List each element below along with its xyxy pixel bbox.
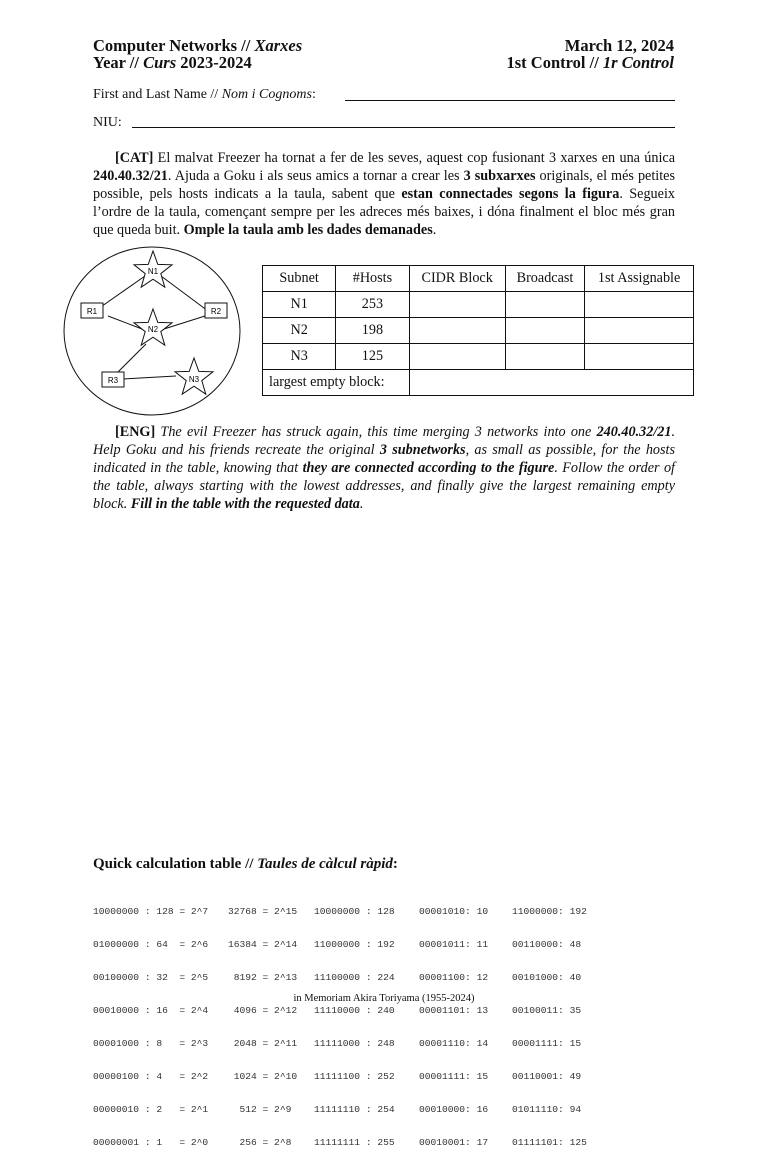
exam-title: 1st Control // 1r Control [506, 53, 674, 72]
list-item: 00001011: 11 [419, 939, 489, 950]
r2-label: R2 [210, 307, 222, 316]
list-item: 00010000 : 16 = 2^4 [93, 1005, 209, 1016]
subnet-cell: N1 [263, 292, 336, 318]
list-item: 00001000 : 8 = 2^3 [93, 1038, 209, 1049]
r3-label: R3 [107, 376, 119, 385]
r1-label: R1 [86, 307, 98, 316]
list-item: 10000000 : 128 [314, 906, 395, 917]
name-label: First and Last Name // Nom i Cognoms: [93, 87, 316, 102]
table-row [263, 344, 694, 370]
list-item: 256 = 2^8 [228, 1137, 292, 1148]
quick-col-masks [314, 884, 395, 1159]
course-year: Year // Curs 2023-2024 [93, 53, 252, 72]
exam-date: March 12, 2024 [564, 36, 674, 55]
list-item: 00010001: 17 [419, 1137, 489, 1148]
list-item: 00110000: 48 [512, 939, 582, 950]
list-item: 00000010 : 2 = 2^1 [93, 1104, 209, 1115]
list-item: 1024 = 2^10 [228, 1071, 298, 1082]
cidr-answer-cell[interactable] [409, 318, 505, 344]
table-row [263, 292, 694, 318]
subnet-cell: N3 [263, 344, 336, 370]
list-item: 00110001: 49 [512, 1071, 582, 1082]
header-cidr: CIDR Block [409, 266, 505, 292]
network-diagram [60, 243, 250, 423]
cidr-answer-cell[interactable] [409, 344, 505, 370]
first-assignable-answer-cell[interactable] [585, 344, 694, 370]
list-item: 4096 = 2^12 [228, 1005, 298, 1016]
list-item: 00001101: 13 [419, 1005, 489, 1016]
table-row [263, 318, 694, 344]
list-item: 00001010: 10 [419, 906, 489, 917]
list-item: 00001111: 15 [419, 1071, 489, 1082]
list-item: 16384 = 2^14 [228, 939, 298, 950]
list-item: 00010000: 16 [419, 1104, 489, 1115]
first-assignable-answer-cell[interactable] [585, 292, 694, 318]
list-item: 11100000 : 224 [314, 972, 395, 983]
list-item: 2048 = 2^11 [228, 1038, 298, 1049]
subnet-cell: N2 [263, 318, 336, 344]
n1-label: N1 [147, 267, 159, 276]
hosts-cell: 198 [336, 318, 409, 344]
n3-label: N3 [188, 375, 200, 384]
list-item: 11111000 : 248 [314, 1038, 395, 1049]
list-item: 10000000 : 128 = 2^7 [93, 906, 209, 917]
table-header-row [263, 266, 694, 292]
cat-paragraph: [CAT] El malvat Freezer ha tornat a fer de les seves, aquest cop fusionant 3 xarxes en una única 240.40.32/21. Ajuda a Goku i als seus amics a tornar a crear les 3 subxarxes originals, el més petites possible, pels hosts indicats a la taula, sabent que estan connectades segons la figura. Segueix l’ordre de la taula, començant sempre per les adreces més baixes, i dóna finalment el bloc més gran que queda buit. Omple la taula amb les dades demanades. [93, 150, 675, 238]
list-item: 01011110: 94 [512, 1104, 582, 1115]
header-broadcast: Broadcast [505, 266, 585, 292]
quick-col-powers [93, 884, 208, 1159]
course-title: Computer Networks // Xarxes [93, 36, 303, 55]
eng-paragraph: [ENG] The evil Freezer has struck again, this time merging 3 networks into one 240.40.32/21. Help Goku and his friends recreate the original 3 subnetworks, as small as possible, for the hosts indicated in the table, knowing that they are connected according to the figure. Follow the order of the table, always starting with the lowest addresses, and finally give the largest remaining empty block. Fill in the table with the requested data. [93, 424, 676, 512]
link-r3-n3 [123, 376, 176, 379]
list-item: 00100000 : 32 = 2^5 [93, 972, 209, 983]
footer-dedication: in Memoriam Akira Toriyama (1955-2024) [293, 993, 475, 1004]
broadcast-answer-cell[interactable] [505, 318, 585, 344]
hosts-cell: 253 [336, 292, 409, 318]
list-item: 00000001 : 1 = 2^0 [93, 1137, 209, 1148]
list-item: 00001111: 15 [512, 1038, 582, 1049]
empty-block-label: largest empty block: [263, 370, 410, 396]
list-item: 01111101: 125 [512, 1137, 587, 1148]
name-field[interactable] [345, 100, 675, 101]
empty-block-answer-cell[interactable] [409, 370, 693, 396]
list-item: 32768 = 2^15 [228, 906, 298, 917]
list-item: 11111111 : 255 [314, 1137, 395, 1148]
list-item: 512 = 2^9 [228, 1104, 292, 1115]
link-n1-r2 [161, 276, 208, 311]
list-item: 11111110 : 254 [314, 1104, 395, 1115]
broadcast-answer-cell[interactable] [505, 292, 585, 318]
list-item: 00001110: 14 [419, 1038, 489, 1049]
list-item: 01000000 : 64 = 2^6 [93, 939, 209, 950]
list-item: 00100011: 35 [512, 1005, 582, 1016]
header-hosts: #Hosts [336, 266, 409, 292]
list-item: 00001100: 12 [419, 972, 489, 983]
quick-table-title: Quick calculation table // Taules de càlcul ràpid: [93, 856, 398, 872]
list-item: 11000000: 192 [512, 906, 587, 917]
hosts-cell: 125 [336, 344, 409, 370]
quick-col-binary-misc [512, 884, 587, 1159]
list-item: 8192 = 2^13 [228, 972, 298, 983]
niu-label: NIU: [93, 115, 122, 130]
list-item: 00101000: 40 [512, 972, 582, 983]
list-item: 11110000 : 240 [314, 1005, 395, 1016]
cidr-answer-cell[interactable] [409, 292, 505, 318]
broadcast-answer-cell[interactable] [505, 344, 585, 370]
quick-col-binary-small [419, 884, 488, 1159]
empty-block-row [263, 370, 694, 396]
header-first-assignable: 1st Assignable [585, 266, 694, 292]
n2-label: N2 [147, 325, 159, 334]
list-item: 11111100 : 252 [314, 1071, 395, 1082]
subnet-table [262, 265, 694, 396]
link-r3-n2 [117, 344, 146, 373]
list-item: 00000100 : 4 = 2^2 [93, 1071, 209, 1082]
niu-field[interactable] [132, 127, 675, 128]
list-item: 11000000 : 192 [314, 939, 395, 950]
quick-col-large-powers [228, 884, 297, 1159]
first-assignable-answer-cell[interactable] [585, 318, 694, 344]
header-subnet: Subnet [263, 266, 336, 292]
